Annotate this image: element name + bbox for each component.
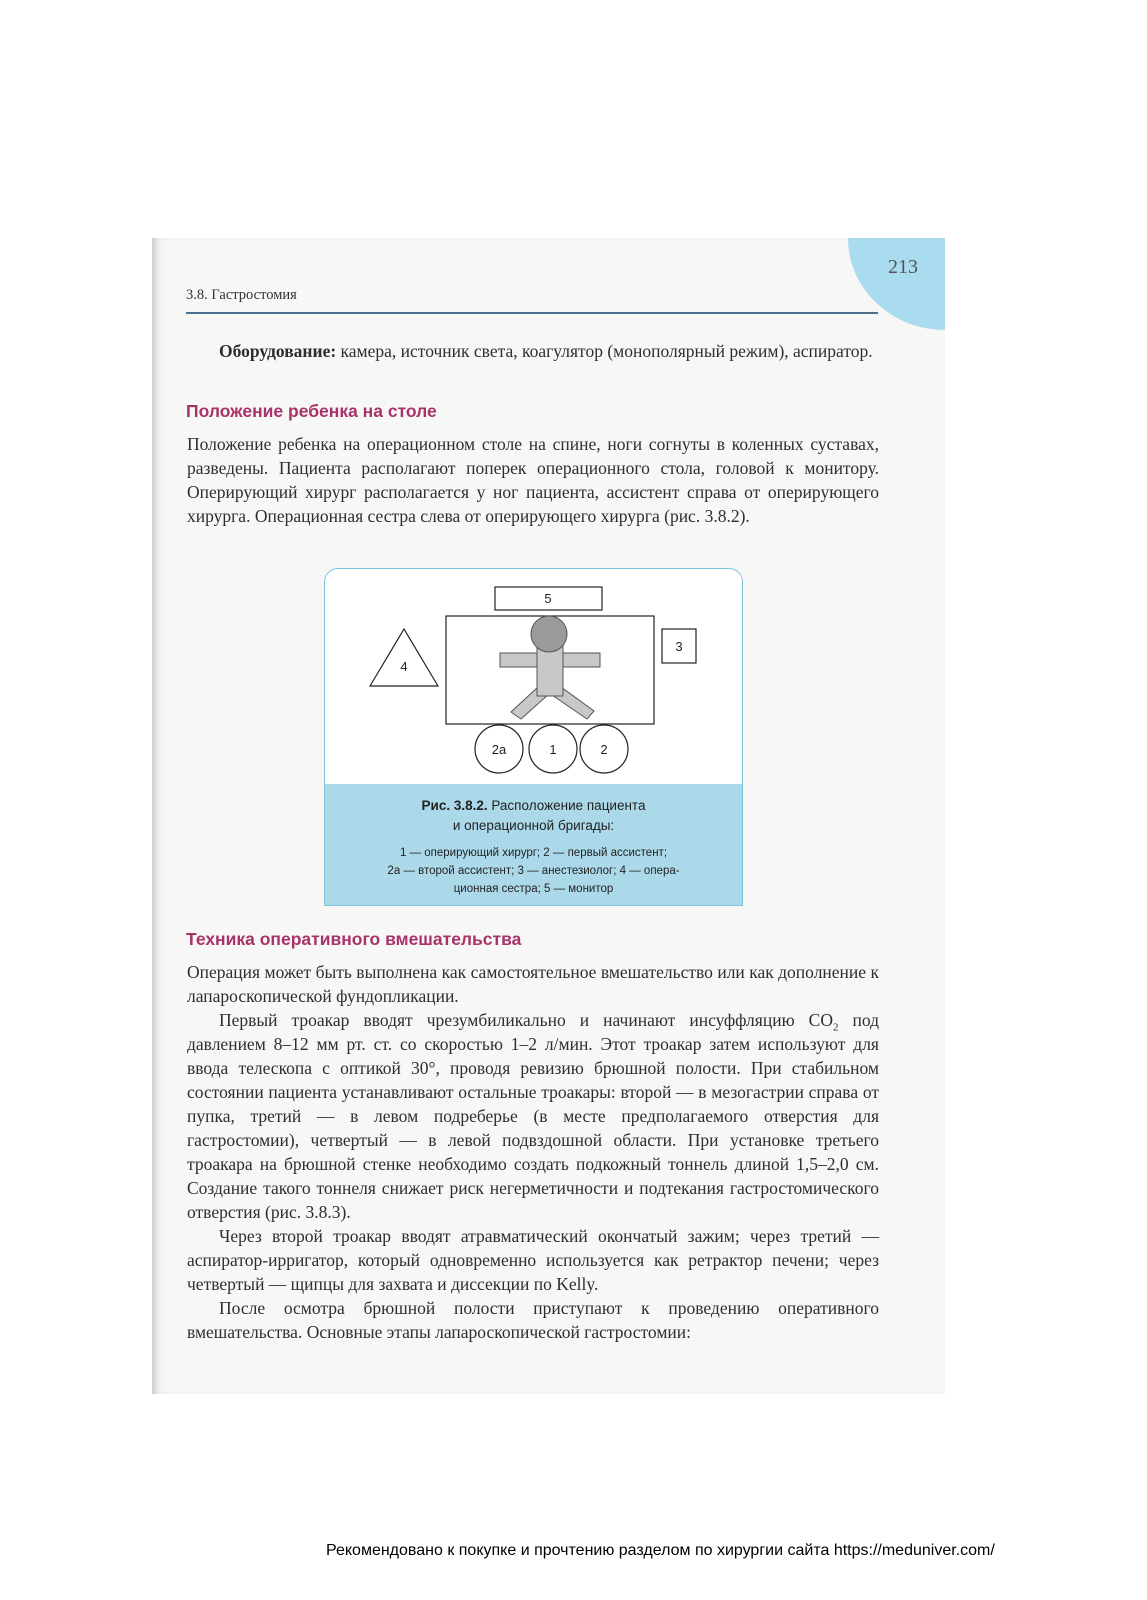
caption-legend xyxy=(325,844,742,898)
first-assistant-label: 2 xyxy=(600,742,608,757)
co2-subscript: 2 xyxy=(832,1021,839,1034)
figure-caption xyxy=(325,784,742,905)
technique-paragraph-4: После осмотра брюшной полости приступают к проведению оперативного вмешательства. Основные этапы лапароскопической гастростомии: xyxy=(187,1298,879,1342)
figure-3-8-2 xyxy=(324,568,743,906)
legend-line2: 2а — второй ассистент; 3 — анестезиолог; 4 — опера- xyxy=(387,865,680,877)
surgeon-label: 1 xyxy=(549,742,557,757)
footer-note: Рекомендовано к покупке и прочтению разделом по хирургии сайта https://meduniver.com/ xyxy=(326,1542,995,1559)
p2-part1: Первый троакар вводят чрезумбиликально и начинают инсуффляцию CO xyxy=(219,1010,833,1030)
legend-line1: 1 — оперирующий хирург; 2 — первый ассистент; xyxy=(399,847,668,859)
technique-text xyxy=(187,960,879,1344)
position-text: Положение ребенка на операционном столе на спине, ноги согнуты в коленных суставах, разведены. Пациента располагают поперек операционного стола, головой к монитору. Оперирующий хирург располагается у ног пациента, ассистент справа от оперирующего хирурга. Операционная сестра слева от оперирующего хирурга (рис. 3.8.2). xyxy=(187,434,879,526)
caption-title-line1: Расположение пациента xyxy=(487,798,646,813)
section-title-technique: Техника оперативного вмешательства xyxy=(186,929,522,949)
equipment-text: камера, источник света, коагулятор (монополярный режим), аспиратор. xyxy=(336,341,873,361)
caption-title-line2: и операционной бригады: xyxy=(452,818,615,833)
p2-part2: под давлением 8–12 мм рт. ст. со скоростью 1–2 л/мин. Этот троакар затем используют для ввода телескопа с оптикой 30°, проводя ревизию брюшной полости. При стабильном состоянии пациента устанавливают остальные троакары: второй — в мезогастрии справа от пупка, третий — в левом подреберье (в месте предполагаемого отверстия для гастростомии), четвертый — в левой подвздошной области. При установке третьего троакара на брюшной стенке необходимо создать подкожный тоннель длиной 1,5–2,0 см. Создание такого тоннеля снижает риск негерметичности и подтекания гастростомического отверстия (рис. 3.8.3). xyxy=(187,1010,879,1222)
nurse-triangle xyxy=(370,629,438,686)
second-assistant-label: 2а xyxy=(491,742,507,757)
monitor-label: 5 xyxy=(544,591,552,606)
patient-head xyxy=(531,616,567,652)
page-number: 213 xyxy=(888,256,918,278)
technique-paragraph-1: Операция может быть выполнена как самостоятельное вмешательство или как дополнение к лапароскопической фундопликации. xyxy=(187,962,879,1006)
equipment-label: Оборудование: xyxy=(219,341,337,361)
header-rule xyxy=(186,312,878,314)
section-title-position: Положение ребенка на столе xyxy=(186,401,437,421)
nurse-label: 4 xyxy=(400,659,408,674)
caption-number: Рис. 3.8.2. xyxy=(421,798,488,813)
operating-room-diagram xyxy=(325,569,742,784)
technique-paragraph-2 xyxy=(187,1008,879,1224)
technique-paragraph-3: Через второй троакар вводят атравматический окончатый зажим; через третий — аспиратор-ирригатор, который одновременно используется как ретрактор печени; через четвертый — щипцы для захвата и диссекции по Kelly. xyxy=(187,1226,879,1294)
position-paragraph xyxy=(187,432,879,528)
legend-line3: ционная сестра; 5 — монитор xyxy=(453,883,614,895)
running-header: 3.8. Гастростомия xyxy=(186,287,297,303)
anesthesiologist-label: 3 xyxy=(675,639,683,654)
caption-title xyxy=(325,796,742,836)
equipment-paragraph xyxy=(187,339,879,363)
